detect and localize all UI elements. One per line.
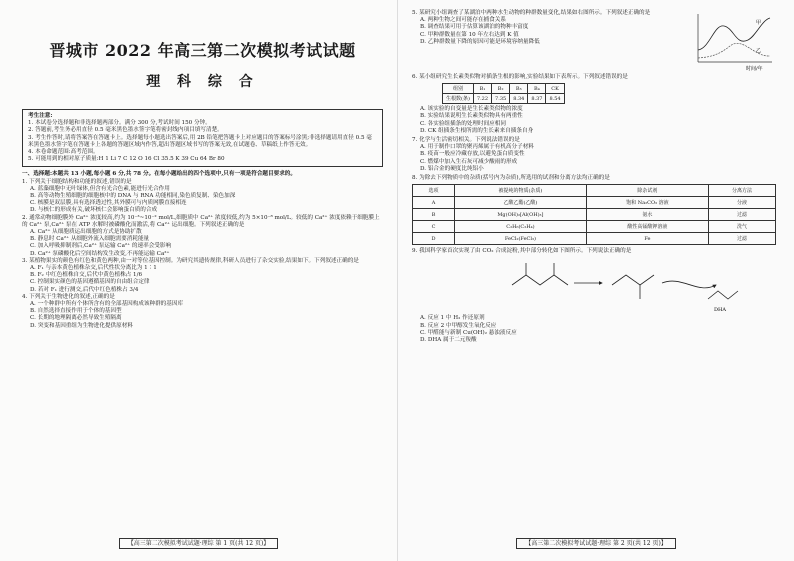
notice-list xyxy=(28,120,377,163)
table-header-cell: 分离方法 xyxy=(709,185,776,197)
table-cell: 氨水 xyxy=(586,209,708,221)
question-option: D. 若对 F₁ 进行测交,后代中红色植株占 3/4 xyxy=(30,286,139,293)
q5-stem: 5. 某研究小组调查了某湖泊中两种水生动物的种群数量变化,结果如右图所示。下列叙述正确的是 xyxy=(412,10,651,16)
table-header-cell: CK xyxy=(546,84,564,94)
table-row xyxy=(443,94,565,104)
question-option: A. 反应 1 中 H₂ 作还原剂 xyxy=(420,315,485,322)
exam-title: 晋城市 2022 年高三第二次模拟考试试题 xyxy=(49,41,356,60)
table-cell: 过滤 xyxy=(709,233,776,245)
table-header-cell: 被提纯的物质(杂质) xyxy=(455,185,587,197)
chain-middle xyxy=(612,275,654,285)
table-header-cell: 选项 xyxy=(413,185,455,197)
table-cell: 洗气 xyxy=(709,221,776,233)
chart-x-label: 时间/年 xyxy=(746,66,763,72)
question-list xyxy=(22,179,383,330)
table-cell: 7.35 xyxy=(492,94,510,104)
question-option: C. 控制果实颜色的基因遵循基因的自由组合定律 xyxy=(30,279,150,286)
table-cell: 8.34 xyxy=(510,94,528,104)
page-right xyxy=(397,0,794,561)
question-option: B. 疫苗一般应冷藏存放,以避免蛋白质变性 xyxy=(420,151,525,158)
question-option: B. 调查结果可用于估算该湖泊的物种丰富度 xyxy=(420,24,529,31)
question-stem: 1. 下列关于细胞结构和功能的叙述,错误的是 xyxy=(22,178,132,185)
notice-item: 2. 答题前,考生务必用直径 0.5 毫米黑色墨水签字笔将密封线内项目填写清楚。 xyxy=(28,127,223,134)
table-row xyxy=(413,233,776,245)
question-option: C. 甲种群数量在第 10 年左右达到 K 值 xyxy=(420,31,519,38)
table-cell: C₂H₆(C₂H₄) xyxy=(455,221,587,233)
question-option: D. CK 组插条生根所需的生长素来自插条自身 xyxy=(420,127,534,134)
table-cell: Fe xyxy=(586,233,708,245)
question-option: B. 反应 2 中甲醇发生氧化反应 xyxy=(420,322,497,329)
notice-item: 4. 本卷命题范围:高考范围。 xyxy=(28,149,99,156)
table-cell: 饱和 Na₂CO₃ 溶液 xyxy=(586,197,708,209)
question-stem: 3. 某植物果实的颜色有红色和黄色两种,由一对等位基因控制。为研究其遗传规律,科研人员进行了杂交实验,结果如下。下列叙述正确的是 xyxy=(22,257,359,264)
q5-options xyxy=(412,17,686,46)
q9-stem: 9. 我国科学家首次实现了由 CO₂ 合成淀粉,其中部分转化如下图所示。下列说法正确的是 xyxy=(412,248,632,255)
question-option: C. 燃煤中加入生石灰可减少酸雨的形成 xyxy=(420,158,518,165)
table-cell: C xyxy=(413,221,455,233)
population-chart xyxy=(690,10,776,72)
table-header-cell: B₁ xyxy=(473,84,491,94)
question-option: D. 突变和基因重组为生物进化提供原材料 xyxy=(30,322,133,329)
table-cell: A xyxy=(413,197,455,209)
dha-skeleton xyxy=(708,291,738,299)
section-heading: 一、选择题:本题共 13 小题,每小题 6 分,共 78 分。在每小题给出的四个选项中,只有一项是符合题目要求的。 xyxy=(22,171,296,178)
q7-stem: 7. 化学与生活密切相关。下列说法错误的是 xyxy=(412,137,520,144)
question-option: B. F₂ 中红色植株自交,后代中黄色植株占 1/6 xyxy=(30,272,143,279)
table-cell: D xyxy=(413,233,455,245)
series-b-label: 乙 xyxy=(756,48,762,54)
table-cell: 分液 xyxy=(709,197,776,209)
question-option: A. 一个种群中所有个体所含有的全部基因构成该种群的基因库 xyxy=(30,301,184,308)
question-option: B. 静息时 Ca²⁺ 从细胞外流入细胞需要消耗能量 xyxy=(30,236,150,243)
question-option: A. Ca²⁺ 从细胞质运出细胞的方式是协助扩散 xyxy=(30,229,142,236)
question-option: C. 核膜是双层膜,具有选择透过性,其外膜可与内质网膜直接相连 xyxy=(30,200,187,207)
question-option: A. F₁ 与亲本黄色植株杂交,后代性状分离比为 1∶1 xyxy=(30,265,157,272)
table-cell: 生根数(条) xyxy=(443,94,474,104)
table-header-cell: 除杂试剂 xyxy=(586,185,708,197)
notice-item: 5. 可能用到的相对原子质量:H 1 Li 7 C 12 O 16 Cl 35.5 K 39 Cu 64 Br 80 xyxy=(28,156,225,163)
question-option: A. 用于制作口罩的聚丙烯属于有机高分子材料 xyxy=(420,144,534,151)
table-cell: 过滤 xyxy=(709,209,776,221)
table-row xyxy=(413,221,776,233)
notice-box xyxy=(22,109,383,167)
table-cell: Mg(OH)₂[Al(OH)₃] xyxy=(455,209,587,221)
table-cell: FeCl₂(FeCl₃) xyxy=(455,233,587,245)
question-option: D. 与核仁的形成有关,破坏核仁会影响蛋白质的合成 xyxy=(30,207,158,214)
question-option: D. 乙种群数量下降的原因可能是环境容纳量降低 xyxy=(420,38,540,45)
notice-item: 3. 考生作答时,请将答案答在答题卡上。选择题每小题选出答案后,用 2B 铅笔把答题卡上对应题目的答案标号涂黑;非选择题请用直径 0.5 毫米黑色墨水签字笔在答题卡上各题的答题区域内作答,超出答题区域书写的答案无效,在试题卷、草稿纸上作答无效。 xyxy=(28,134,372,148)
q9-options xyxy=(412,315,776,344)
chain-left xyxy=(512,275,568,285)
reaction-arrow-2 xyxy=(662,281,716,288)
footer-text: 【高三第二次模拟考试试题·理综 第 1 页(共 12 页)】 xyxy=(119,538,279,549)
table-header-cell: B₂ xyxy=(492,84,510,94)
q7-options xyxy=(412,144,776,173)
q6-options xyxy=(412,106,776,135)
reaction-scheme xyxy=(502,255,742,315)
page-footer-2 xyxy=(398,538,794,547)
table-row xyxy=(413,197,776,209)
question-option: C. 各实验组插条的处理时间应相同 xyxy=(420,120,506,127)
table-cell: 7.22 xyxy=(473,94,491,104)
question-option: C. 长期的地理隔离必然导致生殖隔离 xyxy=(30,315,122,322)
q6-table xyxy=(442,83,565,104)
table-cell: 8.37 xyxy=(528,94,546,104)
question-option: D. 铝合金的硬度比纯铝小 xyxy=(420,165,484,172)
question-option: D. Ca²⁺ 泵磷酸化后空间结构发生改变,不再能运输 Ca²⁺ xyxy=(30,250,170,257)
question-option: D. DHA 属于二元羧酸 xyxy=(420,337,477,344)
q8-stem: 8. 为除去下列物质中的杂质(括号内为杂质),所选用的试剂和分离方法均正确的是 xyxy=(412,175,610,182)
notice-item: 1. 本试卷分选择题和非选择题两部分。满分 300 分,考试时间 150 分钟。 xyxy=(28,120,211,127)
table-cell: 酸性高锰酸钾溶液 xyxy=(586,221,708,233)
page-footer xyxy=(0,538,397,547)
question-option: B. 高等动物生殖细胞的细胞核中的 DNA 与 RNA 功能相同,染色质复制、染色加深 xyxy=(30,193,236,200)
question-stem: 2. 通常动物细胞膜外 Ca²⁺ 浓度较高,约为 10⁻³~10⁻² mol/L,细胞质中 Ca²⁺ 浓度较低,约为 5×10⁻⁸ mol/L。较低的 Ca²⁺ 浓度依赖于细胞膜上的 Ca²⁺ 泵,Ca²⁺ 泵在 ATP 水解时被磷酸化而激活,将 Ca²⁺ 运出细胞。下列叙述正确的是 xyxy=(22,214,380,228)
q5-block xyxy=(412,10,776,72)
table-cell: 乙酸乙酯(乙酸) xyxy=(455,197,587,209)
table-row xyxy=(413,209,776,221)
question-stem: 4. 下列关于生物进化的叙述,正确的是 xyxy=(22,293,115,300)
notice-heading: 考生注意: xyxy=(28,113,53,119)
question-option: C. 甲醛能与新制 Cu(OH)₂ 悬浊液反应 xyxy=(420,329,517,336)
table-header-cell: B₄ xyxy=(528,84,546,94)
table-header-cell: B₃ xyxy=(510,84,528,94)
q8-table xyxy=(412,184,776,245)
q6-stem: 6. 某小组研究生长素类似物对插条生根的影响,实验结果如下表所示。下列叙述错误的是 xyxy=(412,74,628,80)
question-option: A. 两种生物之间可能存在捕食关系 xyxy=(420,17,506,24)
question-option: C. 加入呼吸抑制剂后,Ca²⁺ 泵运输 Ca²⁺ 的速率会受影响 xyxy=(30,243,172,250)
table-cell: 8.54 xyxy=(546,94,564,104)
question-option: A. 该实验的自变量是生长素类似物的浓度 xyxy=(420,106,523,113)
question-option: B. 自然选择直接作用于个体的基因型 xyxy=(30,308,122,315)
table-header-cell: 组别 xyxy=(443,84,474,94)
series-a-label: 甲 xyxy=(756,20,762,26)
question-option: B. 实验结果说明生长素类似物具有两重性 xyxy=(420,113,523,120)
table-cell: B xyxy=(413,209,455,221)
question-option: A. 蓝藻细胞中无叶绿体,但含有光合色素,能进行光合作用 xyxy=(30,185,170,192)
dha-label: DHA xyxy=(714,307,726,314)
exam-subject: 理 科 综 合 xyxy=(146,74,259,90)
footer-text-2: 【高三第二次模拟考试试题·理综 第 2 页(共 12 页)】 xyxy=(516,538,676,549)
